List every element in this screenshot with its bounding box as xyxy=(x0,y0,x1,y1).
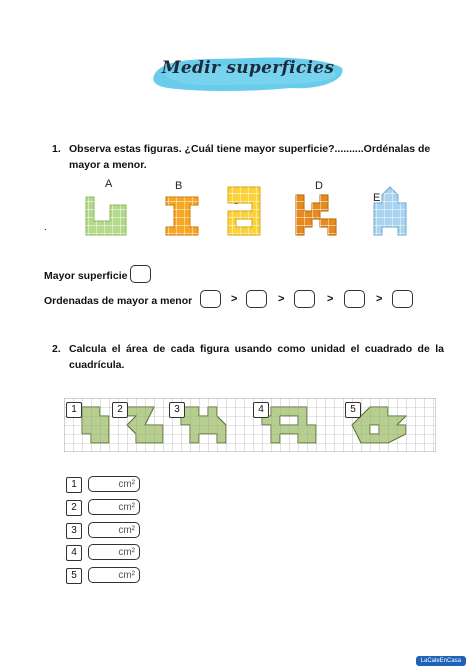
greater-than-3: > xyxy=(327,293,334,305)
answer-number-4: 4 xyxy=(66,545,82,561)
grid-label-5: 5 xyxy=(345,402,361,418)
figure-b xyxy=(166,197,198,235)
stray-dot: . xyxy=(44,222,47,233)
mayor-superficie-answer-box[interactable] xyxy=(130,265,151,283)
grid-label-2: 2 xyxy=(112,402,128,418)
answer-box-3[interactable]: cm² xyxy=(88,522,140,538)
grid-label-3: 3 xyxy=(169,402,185,418)
figure-label-e: E xyxy=(373,192,381,204)
answer-box-5[interactable]: cm² xyxy=(88,567,140,583)
answer-number-5: 5 xyxy=(66,568,82,584)
figure-c xyxy=(228,187,260,235)
grid-label-4: 4 xyxy=(253,402,269,418)
answer-box-1[interactable]: cm² xyxy=(88,476,140,492)
answer-box-2[interactable]: cm² xyxy=(88,499,140,515)
orden-box-1[interactable] xyxy=(200,290,221,308)
question-1-text: Observa estas figuras. ¿Cuál tiene mayor superficie?..........Ordénalas de mayor a menor. xyxy=(69,143,431,171)
greater-than-4: > xyxy=(376,293,383,305)
orden-box-4[interactable] xyxy=(344,290,365,308)
grid-label-1: 1 xyxy=(66,402,82,418)
orden-box-3[interactable] xyxy=(294,290,315,308)
question-2-text: Calcula el área de cada figura usando como unidad el cuadrado de la cuadrícula. xyxy=(69,343,444,371)
figure-label-d: D xyxy=(315,180,323,192)
figure-label-a: A xyxy=(105,178,113,190)
page-title: Medir superficies xyxy=(161,58,335,78)
figure-a xyxy=(86,197,126,235)
answer-number-1: 1 xyxy=(66,477,82,493)
footer-badge: LaCaleEnCasa xyxy=(416,656,466,666)
answer-box-4[interactable]: cm² xyxy=(88,544,140,560)
question-1-number: 1. xyxy=(52,143,61,155)
question-2 xyxy=(52,341,444,373)
greater-than-2: > xyxy=(278,293,285,305)
orden-box-5[interactable] xyxy=(392,290,413,308)
answer-number-2: 2 xyxy=(66,500,82,516)
figure-d xyxy=(296,195,336,235)
orden-label: Ordenadas de mayor a menor xyxy=(44,295,193,307)
figure-e xyxy=(374,187,406,235)
question-1 xyxy=(52,141,444,173)
figure-label-b: B xyxy=(175,180,183,192)
figures-row xyxy=(80,185,440,237)
answer-number-3: 3 xyxy=(66,523,82,539)
greater-than-1: > xyxy=(231,293,238,305)
orden-box-2[interactable] xyxy=(246,290,267,308)
question-2-number: 2. xyxy=(52,343,61,355)
mayor-superficie-label: Mayor superficie xyxy=(44,270,128,282)
